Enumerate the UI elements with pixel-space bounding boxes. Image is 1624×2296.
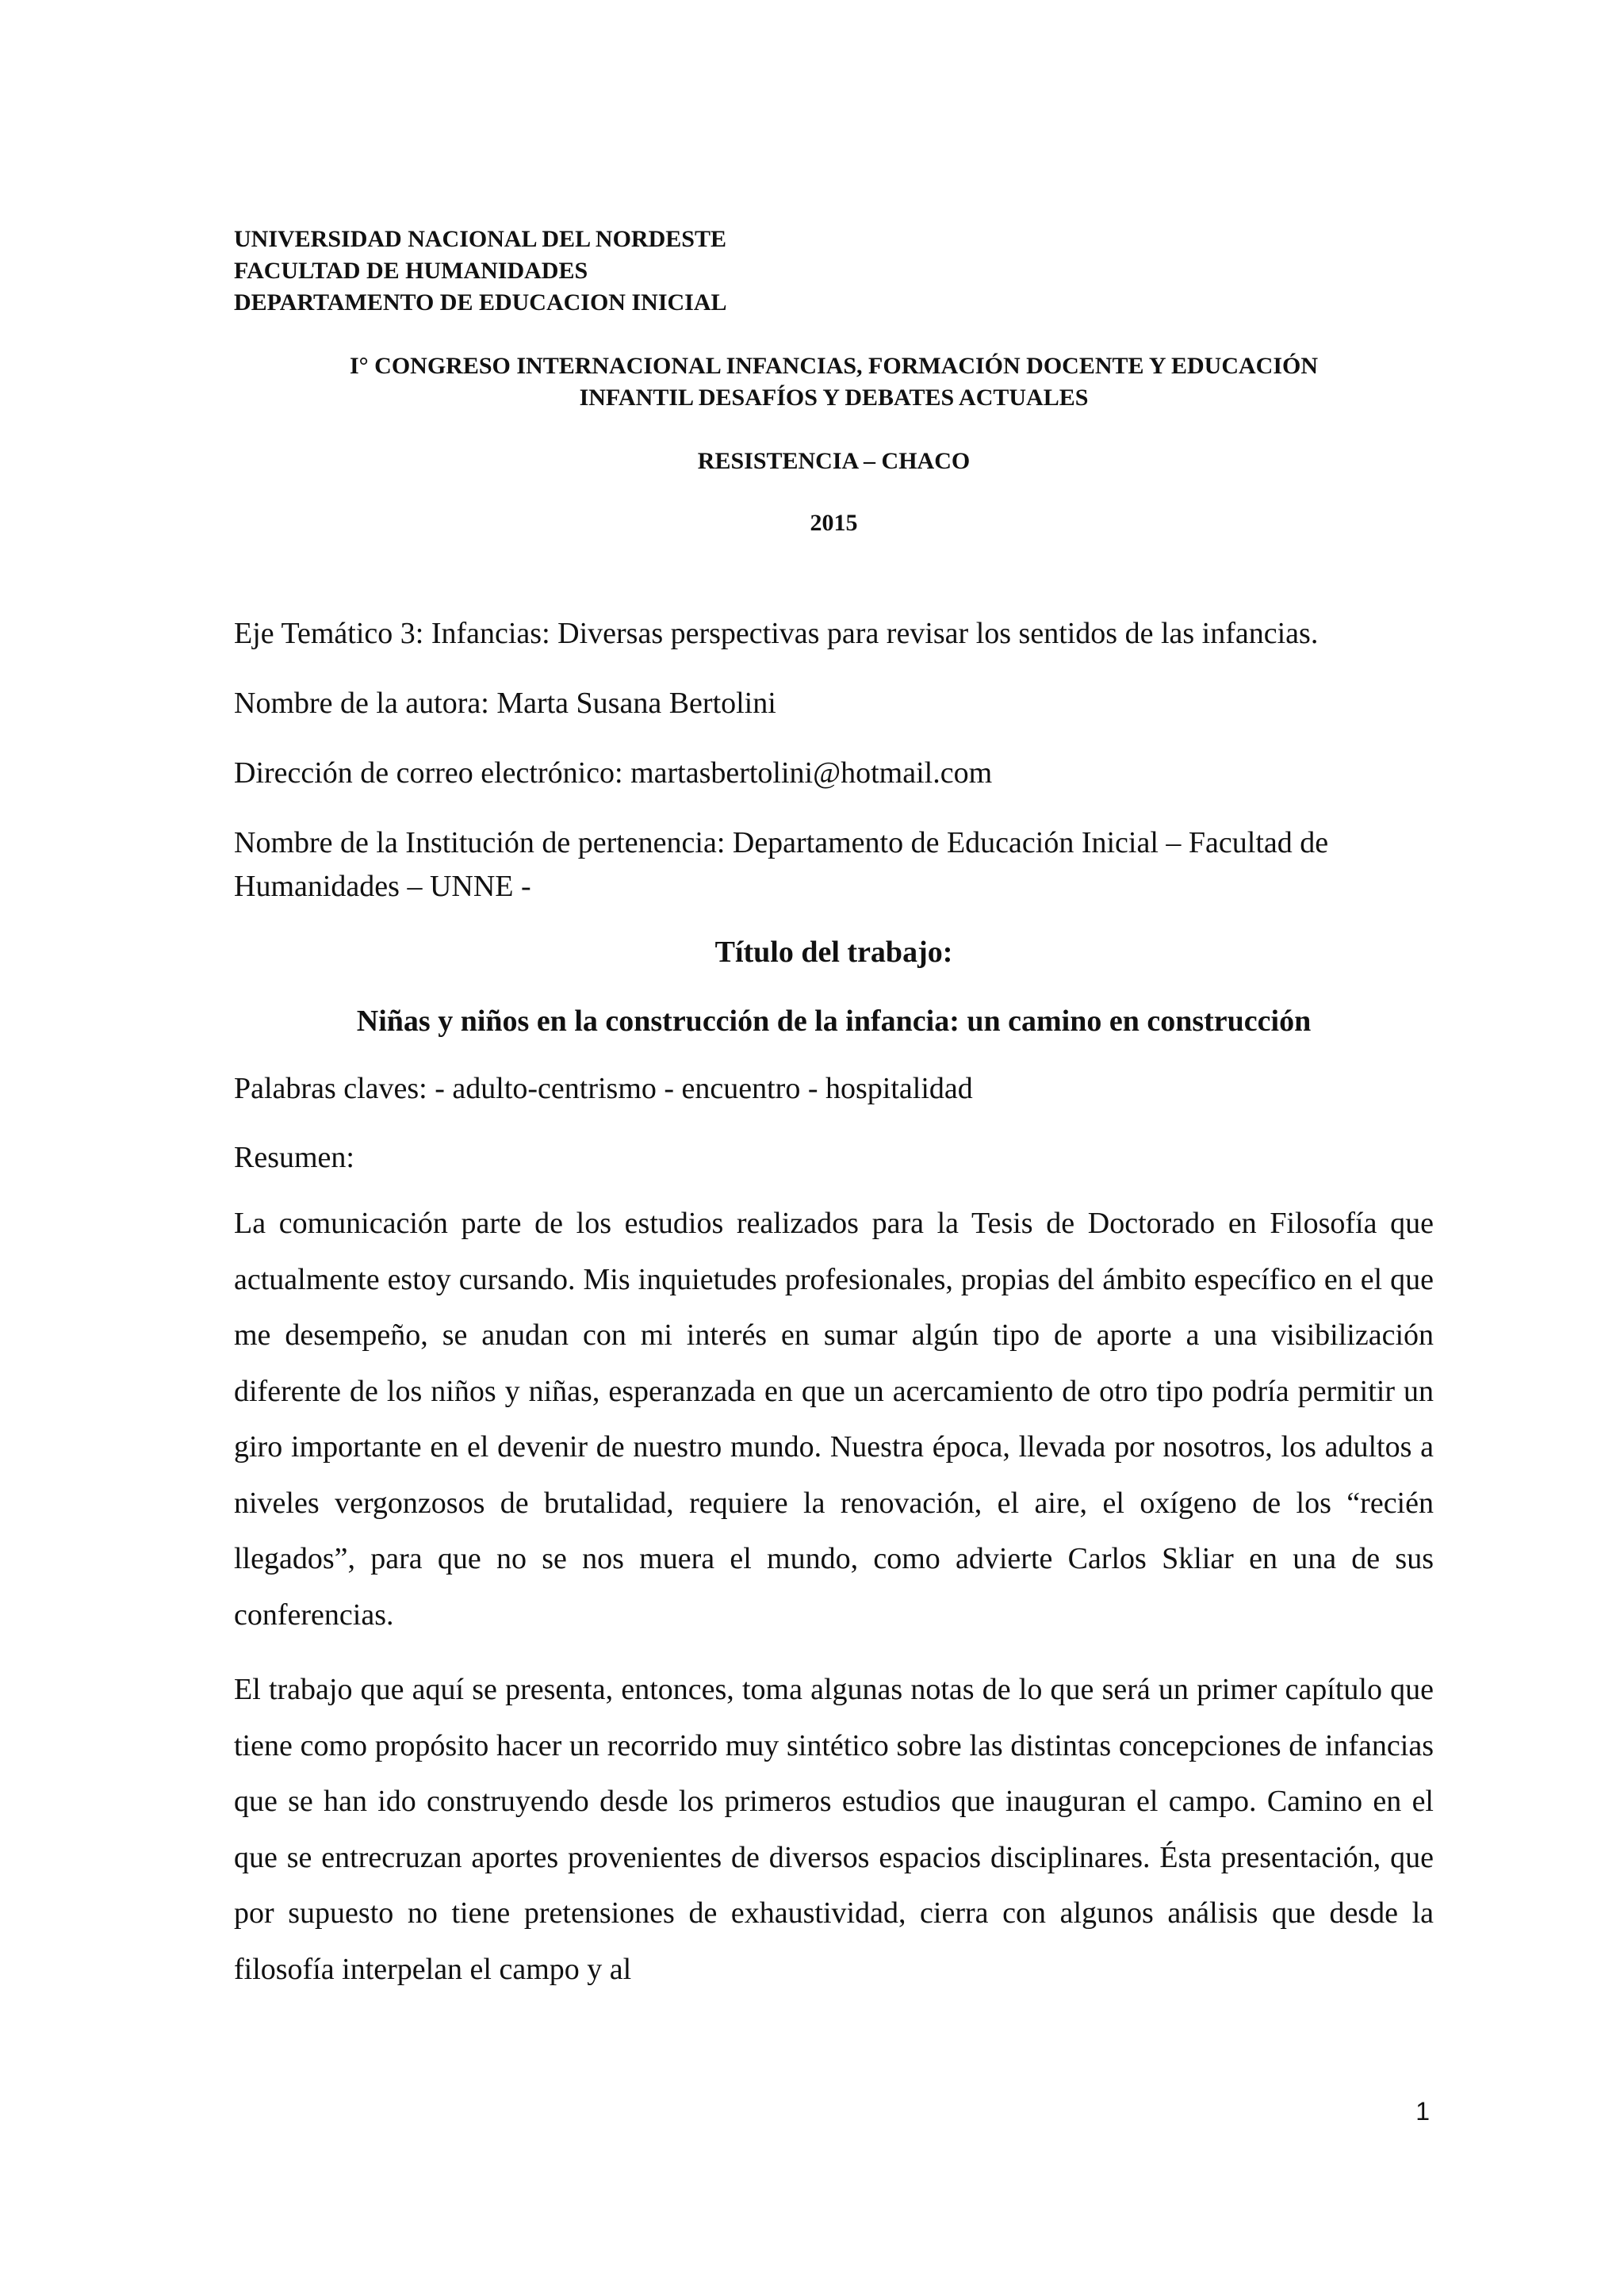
author-email: Dirección de correo electrónico: martasbertolini@hotmail.com <box>234 756 993 790</box>
keywords: Palabras claves: - adulto-centrismo - encuentro - hospitalidad <box>234 1072 973 1105</box>
faculty-name: FACULTAD DE HUMANIDADES <box>234 258 588 284</box>
abstract-paragraph-1: La comunicación parte de los estudios realizados para la Tesis de Doctorado en Filosofía que actualmente estoy cursando. Mis inquietudes profesionales, propias del ámbito específico en el que me desempeño, se anudan con mi interés en sumar algún tipo de aporte a una visibilización diferente de los niños y niñas, esperanzada en que un acercamiento de otro tipo podría permitir un giro importante en el devenir de nuestro mundo. Nuestra época, llevada por nosotros, los adultos a niveles vergonzosos de brutalidad, requiere la renovación, el aire, el oxígeno de los “recién llegados”, para que no se nos muera el mundo, como advierte Carlos Skliar en una de sus conferencias. <box>234 1207 1434 1632</box>
congress-title-line-2: INFANTIL DESAFÍOS Y DEBATES ACTUALES <box>579 385 1089 411</box>
congress-title <box>234 350 1434 414</box>
abstract-paragraph-2: El trabajo que aquí se presenta, entonces, toma algunas notas de lo que será un primer capítulo que tiene como propósito hacer un recorrido muy sintético sobre las distintas concepciones de infancias que se han ido construyendo desde los primeros estudios que inauguran el campo. Camino en el que se entrecruzan aportes provenientes de diversos espacios disciplinares. Ésta presentación, que por supuesto no tiene pretensiones de exhaustividad, cierra con algunos análisis que desde la filosofía interpelan el campo y al <box>234 1673 1434 1986</box>
work-title: Niñas y niños en la construcción de la infancia: un camino en construcción <box>356 1004 1312 1038</box>
author-name: Nombre de la autora: Marta Susana Bertolini <box>234 687 776 720</box>
university-name: UNIVERSIDAD NACIONAL DEL NORDESTE <box>234 226 726 252</box>
congress-place: RESISTENCIA – CHACO <box>697 448 971 474</box>
congress-year: 2015 <box>810 510 858 536</box>
department-name: DEPARTAMENTO DE EDUCACION INICIAL <box>234 289 727 316</box>
page-number: 1 <box>1415 2097 1430 2126</box>
abstract-label: Resumen: <box>234 1141 354 1174</box>
institution-header <box>234 224 1434 319</box>
author-metadata <box>234 612 1434 909</box>
thematic-axis: Eje Temático 3: Infancias: Diversas perspectivas para revisar los sentidos de las infancias. <box>234 617 1319 650</box>
author-institution: Nombre de la Institución de pertenencia: Departamento de Educación Inicial – Facultad de Humanidades – UNNE - <box>234 826 1329 903</box>
work-title-label: Título del trabajo: <box>714 936 953 969</box>
congress-title-line-1: I° CONGRESO INTERNACIONAL INFANCIAS, FORMACIÓN DOCENTE Y EDUCACIÓN <box>350 353 1318 379</box>
